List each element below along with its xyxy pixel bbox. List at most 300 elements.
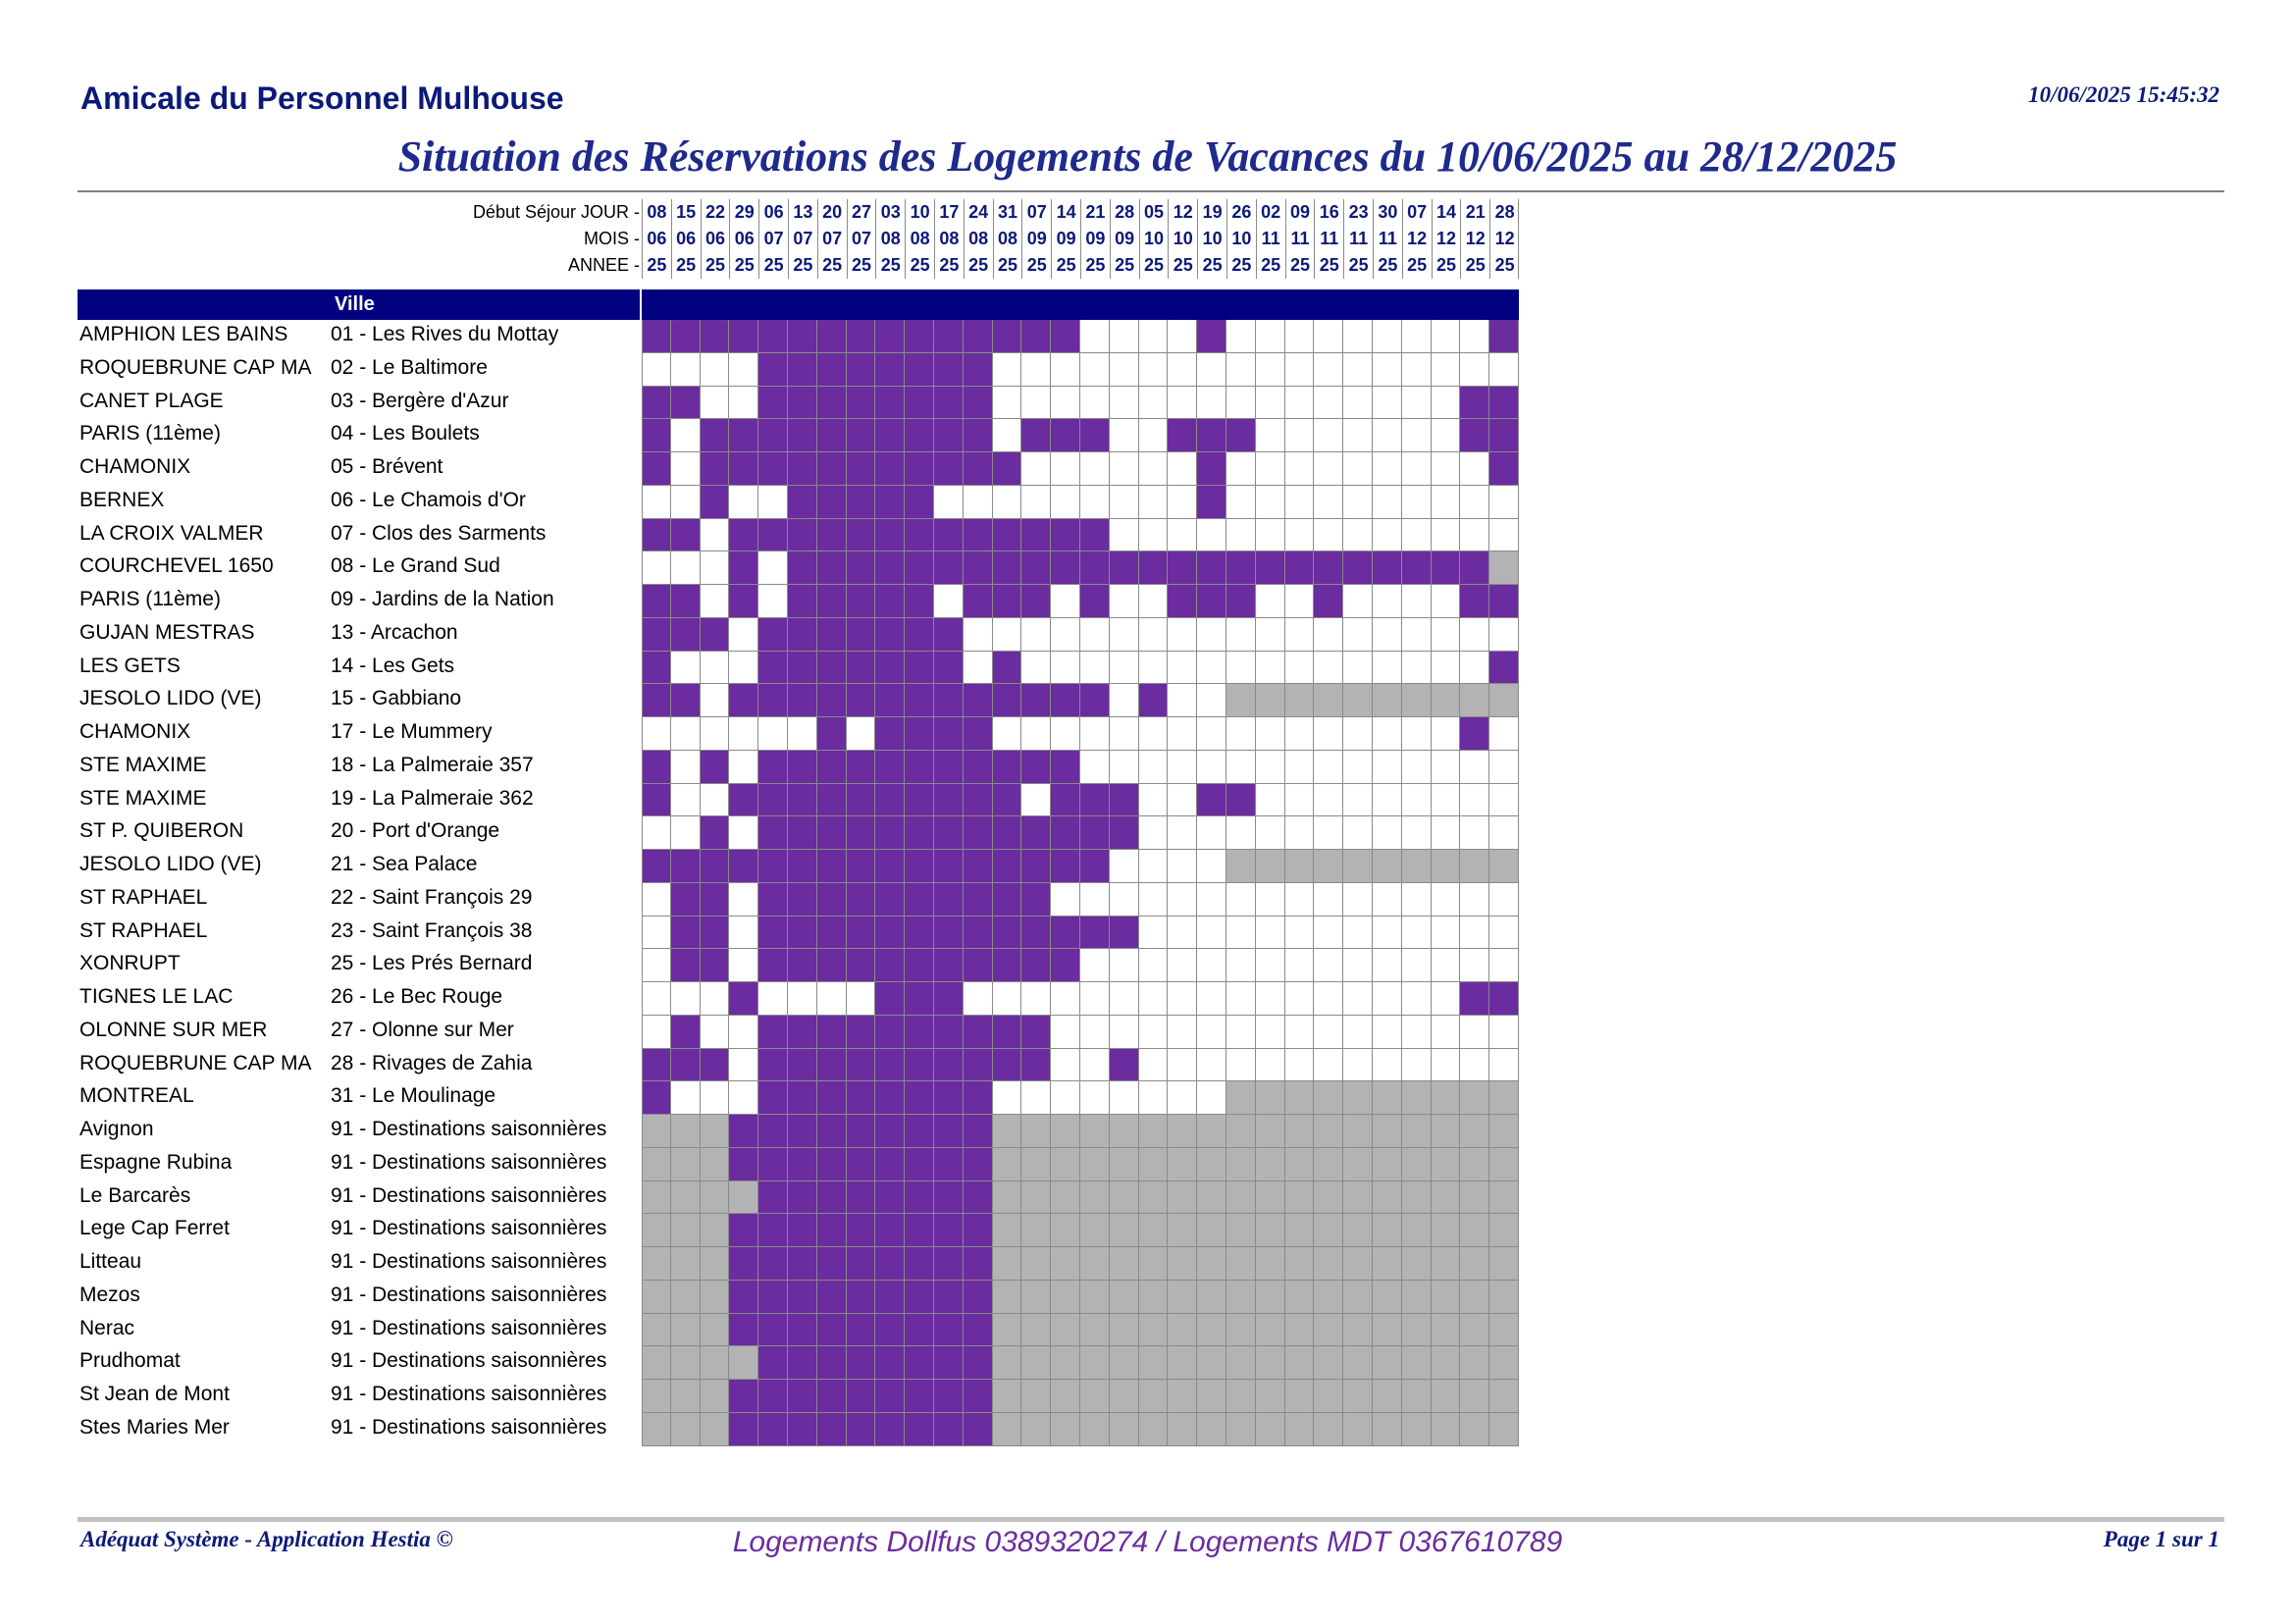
reserved-cell xyxy=(1051,816,1080,850)
months-cell: 06 xyxy=(671,226,701,252)
reserved-cell xyxy=(1051,551,1080,585)
table-row xyxy=(78,1081,1519,1115)
unavailable-cell xyxy=(1432,1081,1461,1115)
free-cell xyxy=(1051,982,1080,1016)
reserved-cell xyxy=(934,1346,964,1380)
unavailable-cell xyxy=(1314,1115,1343,1148)
unavailable-cell xyxy=(1139,1214,1169,1247)
free-cell xyxy=(1285,816,1315,850)
reserved-cell xyxy=(964,883,993,917)
free-cell xyxy=(1021,1081,1051,1115)
unavailable-cell xyxy=(1256,1380,1285,1413)
reserved-cell xyxy=(671,883,701,917)
unavailable-cell xyxy=(1460,1115,1489,1148)
unavailable-cell xyxy=(1139,1148,1169,1181)
reserved-cell xyxy=(729,1314,758,1347)
unavailable-cell xyxy=(642,1148,671,1181)
months-cell: 12 xyxy=(1402,226,1432,252)
reserved-cell xyxy=(671,585,701,618)
months-cell: 12 xyxy=(1489,226,1519,252)
free-cell xyxy=(1110,585,1139,618)
free-cell xyxy=(1197,883,1226,917)
reserved-cell xyxy=(758,1016,788,1049)
unavailable-cell xyxy=(1343,1413,1373,1446)
free-cell xyxy=(1460,1049,1489,1082)
free-cell xyxy=(1489,353,1519,387)
reserved-cell xyxy=(1285,551,1315,585)
unavailable-cell xyxy=(642,1380,671,1413)
free-cell xyxy=(934,486,964,519)
reserved-cell xyxy=(1051,784,1080,817)
reserved-cell xyxy=(788,949,817,982)
unavailable-cell xyxy=(1432,1181,1461,1215)
reserved-cell xyxy=(788,353,817,387)
table-row xyxy=(78,1181,1519,1215)
unavailable-cell xyxy=(1051,1281,1080,1314)
unavailable-cell xyxy=(1226,1081,1256,1115)
reserved-cell xyxy=(701,419,730,452)
reserved-cell xyxy=(934,652,964,685)
free-cell xyxy=(1314,949,1343,982)
days-cell: 20 xyxy=(817,199,847,226)
unavailable-cell xyxy=(1460,684,1489,717)
free-cell xyxy=(1021,486,1051,519)
reserved-cell xyxy=(964,1380,993,1413)
unavailable-cell xyxy=(1080,1281,1110,1314)
reserved-cell xyxy=(817,1380,847,1413)
unavailable-cell xyxy=(701,1181,730,1215)
free-cell xyxy=(1051,452,1080,486)
logement-cell: 91 - Destinations saisonnières xyxy=(331,1250,607,1273)
free-cell xyxy=(1432,452,1461,486)
reserved-cell xyxy=(875,387,905,420)
unavailable-cell xyxy=(1460,1081,1489,1115)
reserved-cell xyxy=(875,1346,905,1380)
unavailable-cell xyxy=(701,1214,730,1247)
reserved-cell xyxy=(1432,551,1461,585)
reserved-cell xyxy=(847,1281,876,1314)
week-cells xyxy=(642,1081,1519,1115)
reserved-cell xyxy=(875,551,905,585)
free-cell xyxy=(1373,452,1402,486)
reserved-cell xyxy=(964,751,993,784)
unavailable-cell xyxy=(1314,684,1343,717)
free-cell xyxy=(1343,949,1373,982)
free-cell xyxy=(758,982,788,1016)
reserved-cell xyxy=(1226,784,1256,817)
free-cell xyxy=(1343,883,1373,917)
reserved-cell xyxy=(729,419,758,452)
free-cell xyxy=(1402,1049,1432,1082)
free-cell xyxy=(1256,917,1285,950)
reserved-cell xyxy=(875,1281,905,1314)
reserved-cell xyxy=(817,751,847,784)
reserved-cell xyxy=(1080,684,1110,717)
reserved-cell xyxy=(729,551,758,585)
reserved-cell xyxy=(847,784,876,817)
free-cell xyxy=(1051,1081,1080,1115)
free-cell xyxy=(1226,751,1256,784)
unavailable-cell xyxy=(1343,1214,1373,1247)
unavailable-cell xyxy=(1051,1247,1080,1281)
reserved-cell xyxy=(934,452,964,486)
logement-cell: 31 - Le Moulinage xyxy=(331,1084,496,1108)
week-cells xyxy=(642,1115,1519,1148)
unavailable-cell xyxy=(1226,1148,1256,1181)
reserved-cell xyxy=(934,551,964,585)
unavailable-cell xyxy=(701,1346,730,1380)
reserved-cell xyxy=(701,816,730,850)
free-cell xyxy=(1197,917,1226,950)
reserved-cell xyxy=(934,618,964,652)
free-cell xyxy=(1139,949,1169,982)
reserved-cell xyxy=(905,982,934,1016)
months-cell: 08 xyxy=(875,226,905,252)
reserved-cell xyxy=(1168,551,1197,585)
reserved-cell xyxy=(993,850,1022,883)
reserved-cell xyxy=(671,850,701,883)
reserved-cell xyxy=(905,684,934,717)
reserved-cell xyxy=(1021,949,1051,982)
free-cell xyxy=(1432,387,1461,420)
free-cell xyxy=(1373,585,1402,618)
reserved-cell xyxy=(964,1181,993,1215)
reserved-cell xyxy=(905,551,934,585)
reserved-cell xyxy=(817,320,847,353)
months-cell: 10 xyxy=(1226,226,1256,252)
days-cell: 07 xyxy=(1021,199,1051,226)
unavailable-cell xyxy=(1197,1413,1226,1446)
free-cell xyxy=(1110,1081,1139,1115)
reserved-cell xyxy=(817,452,847,486)
free-cell xyxy=(1402,652,1432,685)
unavailable-cell xyxy=(1256,1346,1285,1380)
reserved-cell xyxy=(1080,816,1110,850)
unavailable-cell xyxy=(1489,1247,1519,1281)
free-cell xyxy=(993,353,1022,387)
unavailable-cell xyxy=(1051,1413,1080,1446)
unavailable-cell xyxy=(671,1148,701,1181)
logement-cell: 91 - Destinations saisonnières xyxy=(331,1283,607,1306)
reserved-cell xyxy=(1080,850,1110,883)
months-cell: 08 xyxy=(934,226,964,252)
free-cell xyxy=(1256,419,1285,452)
unavailable-cell xyxy=(1343,1181,1373,1215)
reserved-cell xyxy=(964,917,993,950)
unavailable-cell xyxy=(1226,1247,1256,1281)
reserved-cell xyxy=(905,1413,934,1446)
reserved-cell xyxy=(817,652,847,685)
unavailable-cell xyxy=(1110,1380,1139,1413)
unavailable-cell xyxy=(1460,1314,1489,1347)
reserved-cell xyxy=(934,949,964,982)
free-cell xyxy=(729,652,758,685)
reserved-cell xyxy=(964,1281,993,1314)
free-cell xyxy=(1460,452,1489,486)
unavailable-cell xyxy=(1460,1181,1489,1215)
reserved-cell xyxy=(934,353,964,387)
unavailable-cell xyxy=(1197,1314,1226,1347)
months-cell: 09 xyxy=(1021,226,1051,252)
unavailable-cell xyxy=(1314,1247,1343,1281)
free-cell xyxy=(1168,652,1197,685)
unavailable-cell xyxy=(1080,1214,1110,1247)
unavailable-cell xyxy=(1168,1148,1197,1181)
free-cell xyxy=(1314,717,1343,751)
reserved-cell xyxy=(993,551,1022,585)
unavailable-cell xyxy=(1402,684,1432,717)
unavailable-cell xyxy=(1402,850,1432,883)
unavailable-cell xyxy=(642,1214,671,1247)
days-cell: 13 xyxy=(788,199,817,226)
free-cell xyxy=(964,982,993,1016)
reserved-cell xyxy=(993,751,1022,784)
free-cell xyxy=(758,585,788,618)
unavailable-cell xyxy=(1080,1247,1110,1281)
reserved-cell xyxy=(817,1247,847,1281)
reserved-cell xyxy=(788,1049,817,1082)
free-cell xyxy=(642,982,671,1016)
reserved-cell xyxy=(847,1380,876,1413)
free-cell xyxy=(1489,751,1519,784)
reserved-cell xyxy=(1197,419,1226,452)
day-row-label: Début Séjour JOUR - xyxy=(472,202,640,222)
unavailable-cell xyxy=(993,1413,1022,1446)
logement-cell: 09 - Jardins de la Nation xyxy=(331,588,554,610)
free-cell xyxy=(1080,949,1110,982)
unavailable-cell xyxy=(1402,1346,1432,1380)
reserved-cell xyxy=(788,618,817,652)
free-cell xyxy=(1432,618,1461,652)
reserved-cell xyxy=(934,1281,964,1314)
reserved-cell xyxy=(847,452,876,486)
logement-cell: 28 - Rivages de Zahia xyxy=(331,1051,533,1074)
unavailable-cell xyxy=(1080,1115,1110,1148)
free-cell xyxy=(1226,618,1256,652)
reserved-cell xyxy=(875,684,905,717)
free-cell xyxy=(671,816,701,850)
months-cell: 09 xyxy=(1051,226,1080,252)
reserved-cell xyxy=(1197,320,1226,353)
free-cell xyxy=(1489,486,1519,519)
unavailable-cell xyxy=(1080,1314,1110,1347)
free-cell xyxy=(1139,1081,1169,1115)
months-cell: 09 xyxy=(1110,226,1139,252)
logement-cell: 05 - Brévent xyxy=(331,455,443,478)
free-cell xyxy=(1285,883,1315,917)
free-cell xyxy=(993,1081,1022,1115)
unavailable-cell xyxy=(1489,1413,1519,1446)
ville-cell: Lege Cap Ferret xyxy=(79,1217,230,1240)
days-cell: 28 xyxy=(1489,199,1519,226)
unavailable-cell xyxy=(1168,1247,1197,1281)
free-cell xyxy=(993,419,1022,452)
unavailable-cell xyxy=(993,1380,1022,1413)
ville-cell: MONTREAL xyxy=(79,1084,194,1108)
reserved-cell xyxy=(1402,551,1432,585)
table-row xyxy=(78,1148,1519,1181)
reserved-cell xyxy=(758,419,788,452)
years-cell: 25 xyxy=(1226,252,1256,279)
logement-cell: 21 - Sea Palace xyxy=(331,853,478,875)
days-cell: 10 xyxy=(905,199,934,226)
free-cell xyxy=(701,684,730,717)
reserved-cell xyxy=(964,353,993,387)
reserved-cell xyxy=(1021,585,1051,618)
reserved-cell xyxy=(847,419,876,452)
unavailable-cell xyxy=(1256,684,1285,717)
unavailable-cell xyxy=(701,1413,730,1446)
reserved-cell xyxy=(729,982,758,1016)
reserved-cell xyxy=(788,1181,817,1215)
reserved-cell xyxy=(847,551,876,585)
unavailable-cell xyxy=(1110,1281,1139,1314)
unavailable-cell xyxy=(1226,1181,1256,1215)
free-cell xyxy=(1402,816,1432,850)
unavailable-cell xyxy=(642,1413,671,1446)
free-cell xyxy=(1110,452,1139,486)
reserved-cell xyxy=(905,387,934,420)
reserved-cell xyxy=(1314,585,1343,618)
reserved-cell xyxy=(642,684,671,717)
reserved-cell xyxy=(671,684,701,717)
unavailable-cell xyxy=(1343,1081,1373,1115)
reserved-cell xyxy=(847,1247,876,1281)
free-cell xyxy=(1226,652,1256,685)
reserved-cell xyxy=(934,1214,964,1247)
free-cell xyxy=(1314,1016,1343,1049)
free-cell xyxy=(1285,917,1315,950)
reserved-cell xyxy=(758,618,788,652)
reserved-cell xyxy=(964,1049,993,1082)
reserved-cell xyxy=(875,949,905,982)
reserved-cell xyxy=(905,320,934,353)
free-cell xyxy=(1139,519,1169,552)
free-cell xyxy=(1080,452,1110,486)
week-cells xyxy=(642,1181,1519,1215)
free-cell xyxy=(1256,1016,1285,1049)
free-cell xyxy=(1489,618,1519,652)
free-cell xyxy=(1314,519,1343,552)
unavailable-cell xyxy=(1139,1413,1169,1446)
ville-cell: STE MAXIME xyxy=(79,753,207,776)
unavailable-cell xyxy=(1139,1346,1169,1380)
reserved-cell xyxy=(993,585,1022,618)
unavailable-cell xyxy=(1285,850,1315,883)
unavailable-cell xyxy=(1489,551,1519,585)
free-cell xyxy=(1489,917,1519,950)
free-cell xyxy=(1460,320,1489,353)
reserved-cell xyxy=(758,850,788,883)
unavailable-cell xyxy=(1343,1281,1373,1314)
free-cell xyxy=(729,751,758,784)
reserved-cell xyxy=(934,1115,964,1148)
week-cells xyxy=(642,917,1519,950)
free-cell xyxy=(1226,353,1256,387)
reserved-cell xyxy=(847,949,876,982)
reserved-cell xyxy=(758,1214,788,1247)
days-cell: 05 xyxy=(1139,199,1169,226)
free-cell xyxy=(1080,883,1110,917)
table-row xyxy=(78,917,1519,950)
reserved-cell xyxy=(701,486,730,519)
free-cell xyxy=(1402,486,1432,519)
free-cell xyxy=(1197,982,1226,1016)
free-cell xyxy=(1314,320,1343,353)
free-cell xyxy=(1168,816,1197,850)
free-cell xyxy=(1080,982,1110,1016)
reserved-cell xyxy=(964,850,993,883)
free-cell xyxy=(1021,982,1051,1016)
unavailable-cell xyxy=(1021,1281,1051,1314)
days-cell: 16 xyxy=(1314,199,1343,226)
reserved-cell xyxy=(993,816,1022,850)
free-cell xyxy=(1197,684,1226,717)
years-cell: 25 xyxy=(1021,252,1051,279)
reserved-cell xyxy=(788,784,817,817)
reserved-cell xyxy=(1197,486,1226,519)
reserved-cell xyxy=(875,751,905,784)
reserved-cell xyxy=(875,1413,905,1446)
free-cell xyxy=(1256,452,1285,486)
logement-cell: 15 - Gabbiano xyxy=(331,687,462,710)
free-cell xyxy=(1021,452,1051,486)
logement-cell: 91 - Destinations saisonnières xyxy=(331,1217,607,1240)
reserved-cell xyxy=(788,917,817,950)
reserved-cell xyxy=(964,452,993,486)
table-row xyxy=(78,1314,1519,1347)
unavailable-cell xyxy=(1021,1314,1051,1347)
free-cell xyxy=(1285,751,1315,784)
unavailable-cell xyxy=(1489,684,1519,717)
unavailable-cell xyxy=(671,1214,701,1247)
reserved-cell xyxy=(875,1049,905,1082)
free-cell xyxy=(1051,387,1080,420)
reserved-cell xyxy=(642,320,671,353)
free-cell xyxy=(1373,419,1402,452)
free-cell xyxy=(1256,585,1285,618)
ville-column-header: Ville xyxy=(335,293,375,315)
free-cell xyxy=(1168,949,1197,982)
free-cell xyxy=(1256,618,1285,652)
unavailable-cell xyxy=(1110,1413,1139,1446)
unavailable-cell xyxy=(1314,1214,1343,1247)
logement-cell: 18 - La Palmeraie 357 xyxy=(331,753,534,776)
week-cells xyxy=(642,1148,1519,1181)
free-cell xyxy=(1168,618,1197,652)
reserved-cell xyxy=(758,1247,788,1281)
free-cell xyxy=(1460,519,1489,552)
reserved-cell xyxy=(729,1148,758,1181)
free-cell xyxy=(1168,784,1197,817)
unavailable-cell xyxy=(1432,1148,1461,1181)
reserved-cell xyxy=(642,585,671,618)
free-cell xyxy=(642,486,671,519)
unavailable-cell xyxy=(1343,1346,1373,1380)
unavailable-cell xyxy=(642,1346,671,1380)
reserved-cell xyxy=(817,684,847,717)
ville-cell: Litteau xyxy=(79,1250,142,1273)
week-cells xyxy=(642,982,1519,1016)
months-cell: 11 xyxy=(1343,226,1373,252)
free-cell xyxy=(1343,917,1373,950)
reserved-cell xyxy=(905,1016,934,1049)
reserved-cell xyxy=(642,784,671,817)
free-cell xyxy=(1110,419,1139,452)
footer-contacts: Logements Dollfus 0389320274 / Logements MDT 0367610789 xyxy=(732,1526,1563,1558)
reserved-cell xyxy=(934,717,964,751)
unavailable-cell xyxy=(1139,1181,1169,1215)
